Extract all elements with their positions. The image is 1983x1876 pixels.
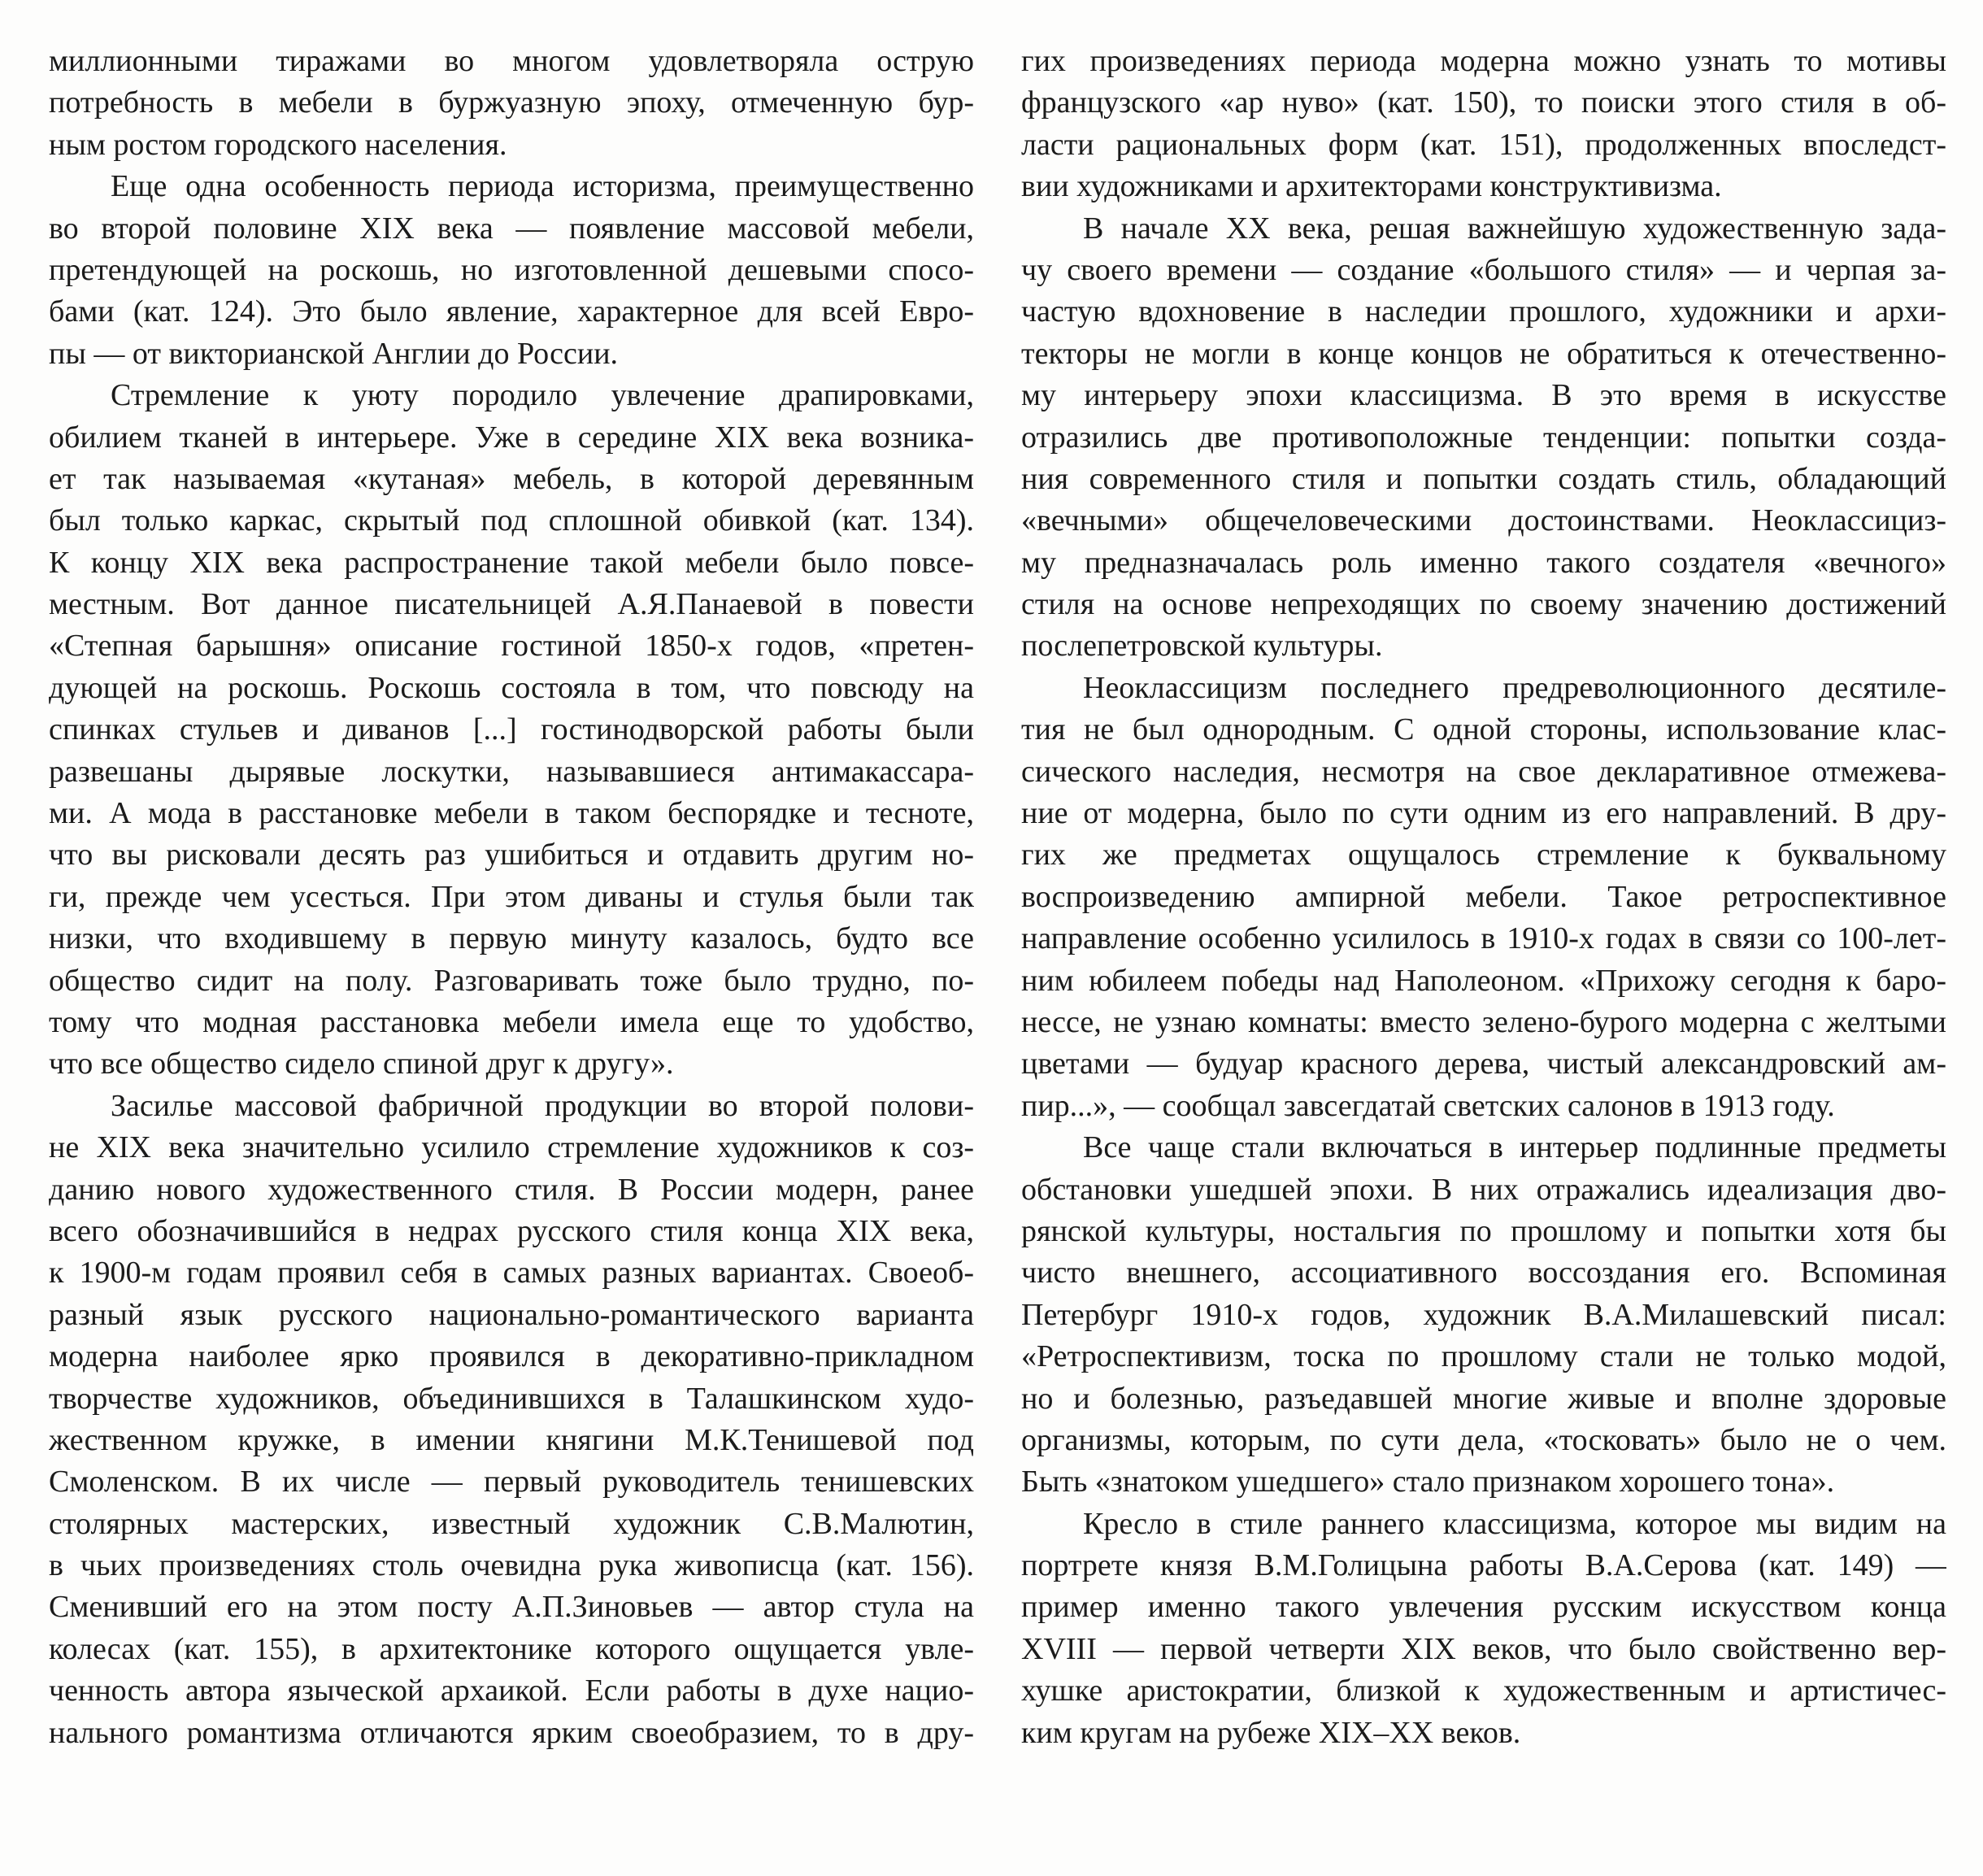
text-line: бами (кат. 124). Это было явление, характерное для всей Евро- (49, 294, 974, 329)
text-line: низки, что входившему в первую минуту казалось, будто все (49, 921, 974, 956)
text-line: миллионными тиражами во многом удовлетворяла острую (49, 44, 974, 78)
text-line: «Степная барышня» описание гостиной 1850-х годов, «претен- (49, 629, 974, 664)
text-line: Все чаще стали включаться в интерьер подлинные предметы (1083, 1130, 1946, 1165)
text-line: Еще одна особенность периода историзма, преимущественно (111, 169, 974, 204)
text-line: данию нового художественного стиля. В России модерн, ранее (49, 1172, 974, 1207)
text-line: Неоклассицизм последнего предреволюционного десятиле- (1083, 670, 1946, 705)
text-line: частую вдохновение в наследии прошлого, художники и архи- (1021, 294, 1946, 329)
text-line: «вечными» общечеловеческими достоинствами. Неоклассициз- (1021, 503, 1946, 538)
text-line: ния современного стиля и попытки создать стиль, обладающий (1021, 461, 1946, 496)
text-line: пример именно такого увлечения русским искусством конца (1021, 1590, 1946, 1625)
text-line: ким кругам на рубеже XIX–XX веков. (1021, 1715, 1521, 1750)
text-line: послепетровской культуры. (1021, 629, 1383, 664)
text-line: развешаны дырявые лоскутки, называвшиеся антимакассара- (49, 754, 974, 789)
text-line: воспроизведению ампирной мебели. Такое ретроспективное (1021, 879, 1946, 914)
text-line: ним юбилеем победы над Наполеоном. «Прихожу сегодня к баро- (1021, 963, 1946, 998)
text-line: гих произведениях периода модерна можно узнать то мотивы (1021, 44, 1946, 78)
text-line: Кресло в стиле раннего классицизма, которое мы видим на (1083, 1506, 1946, 1541)
text-line: всего обозначившийся в недрах русского стиля конца XIX века, (49, 1213, 974, 1248)
text-line: дующей на роскошь. Роскошь состояла в том, что повсюду на (49, 670, 974, 705)
text-line: но и болезнью, разъедавшей многие живые и вполне здоровые (1021, 1381, 1946, 1416)
text-line: текторы не могли в конце концов не обратиться к отечественно- (1021, 336, 1946, 371)
text-line: ласти рациональных форм (кат. 151), продолженных впоследст- (1021, 127, 1946, 162)
text-line: местным. Вот данное писательницей А.Я.Панаевой в повести (49, 587, 974, 622)
text-line: гих же предметах ощущалось стремление к буквальному (1021, 838, 1946, 873)
right-text-column (1021, 41, 1946, 1754)
text-line: что все общество сидело спиной друг к другу». (49, 1047, 674, 1082)
text-line: ет так называемая «кутаная» мебель, в которой деревянным (49, 461, 974, 496)
text-line: отразились две противоположные тенденции: попытки созда- (1021, 420, 1946, 455)
text-line: чисто внешнего, ассоциативного воссоздания его. Вспоминая (1021, 1256, 1946, 1291)
text-line: не XIX века значительно усилило стремление художников к соз- (49, 1130, 974, 1165)
text-line: Петербург 1910-х годов, художник В.А.Милашевский писал: (1021, 1297, 1946, 1332)
text-line: нессе, не узнаю комнаты: вместо зелено-бурого модерна с желтыми (1021, 1004, 1946, 1039)
text-line: что вы рисковали десять раз ушибиться и отдавить другим но- (49, 838, 974, 873)
text-line: К концу XIX века распространение такой мебели было повсе- (49, 545, 974, 580)
text-line: был только каркас, скрытый под сплошной обивкой (кат. 134). (49, 503, 974, 538)
text-line: во второй половине XIX века — появление массовой мебели, (49, 211, 974, 246)
text-line: пы — от викторианской Англии до России. (49, 336, 619, 371)
text-line: му интерьеру эпохи классицизма. В это время в искусстве (1021, 378, 1946, 413)
text-line: жественном кружке, в имении княгини М.К.Тенишевой под (49, 1422, 974, 1457)
text-line: разный язык русского национально-романтического варианта (49, 1297, 974, 1332)
text-line: потребность в мебели в буржуазную эпоху, отмеченную бур- (49, 85, 974, 120)
text-line: XVIII — первой четверти XIX веков, что было свойственно вер- (1021, 1631, 1946, 1666)
text-line: Сменивший его на этом посту А.П.Зиновьев — автор стула на (49, 1590, 974, 1625)
text-line: цветами — будуар красного дерева, чистый александровский ам- (1021, 1047, 1946, 1082)
text-line: пир...», — сообщал завсегдатай светских салонов в 1913 году. (1021, 1088, 1835, 1123)
text-line: претендующей на роскошь, но изготовленной дешевыми спосо- (49, 252, 974, 287)
text-line: сического наследия, несмотря на свое декларативное отмежева- (1021, 754, 1946, 789)
text-line: обилием тканей в интерьере. Уже в середине XIX века возника- (49, 420, 974, 455)
text-line: французского «ар нуво» (кат. 150), то поиски этого стиля в об- (1021, 85, 1946, 120)
text-line: стиля на основе непреходящих по своему значению достижений (1021, 587, 1946, 622)
text-line: му предназначалась роль именно такого создателя «вечного» (1021, 545, 1946, 580)
text-line: «Ретроспективизм, тоска по прошлому стали не только модой, (1021, 1339, 1946, 1374)
text-line: направление особенно усилилось в 1910-х годах в связи со 100-лет- (1021, 921, 1946, 956)
text-line: творчестве художников, объединившихся в Талашкинском худо- (49, 1381, 974, 1416)
text-line: тому что модная расстановка мебели имела еще то удобство, (49, 1004, 974, 1039)
text-line: ми. А мода в расстановке мебели в таком беспорядке и тесноте, (49, 796, 974, 831)
text-line: обстановки ушедшей эпохи. В них отражались идеализация дво- (1021, 1172, 1946, 1207)
text-line: ным ростом городского населения. (49, 127, 507, 162)
text-line: колесах (кат. 155), в архитектонике которого ощущается увле- (49, 1631, 974, 1666)
text-line: Засилье массовой фабричной продукции во второй полови- (111, 1088, 974, 1123)
text-line: портрете князя В.М.Голицына работы В.А.Серова (кат. 149) — (1021, 1548, 1946, 1583)
text-line: столярных мастерских, известный художник С.В.Малютин, (49, 1506, 974, 1541)
text-line: хушке аристократии, близкой к художественным и артистичес- (1021, 1674, 1946, 1708)
text-line: в чьих произведениях столь очевидна рука живописца (кат. 156). (49, 1548, 974, 1583)
text-line: нального романтизма отличаются ярким своеобразием, то в дру- (49, 1715, 974, 1750)
text-line: чу своего времени — создание «большого стиля» — и черпая за- (1021, 252, 1946, 287)
left-text-column (49, 41, 974, 1754)
text-line: организмы, которым, по сути дела, «тосковать» было не о чем. (1021, 1422, 1946, 1457)
text-line: общество сидит на полу. Разговаривать тоже было трудно, по- (49, 963, 974, 998)
text-line: рянской культуры, ностальгия по прошлому и попытки хотя бы (1021, 1213, 1946, 1248)
text-line: В начале XX века, решая важнейшую художественную зада- (1083, 211, 1946, 246)
text-line: ченность автора языческой архаикой. Если работы в духе нацио- (49, 1674, 974, 1708)
text-line: вии художниками и архитекторами конструктивизма. (1021, 169, 1722, 204)
text-line: Быть «знатоком ушедшего» стало признаком хорошего тона». (1021, 1465, 1835, 1499)
text-line: тия не был однородным. С одной стороны, использование клас- (1021, 712, 1946, 747)
text-line: ние от модерна, было по сути одним из его направлений. В дру- (1021, 796, 1946, 831)
text-line: ги, прежде чем усесться. При этом диваны и стулья были так (49, 879, 974, 914)
text-line: Стремление к уюту породило увлечение драпировками, (111, 378, 974, 413)
text-line: Смоленском. В их числе — первый руководитель тенишевских (49, 1465, 974, 1499)
text-line: спинках стульев и диванов [...] гостинодворской работы были (49, 712, 974, 747)
text-line: к 1900-м годам проявил себя в самых разных вариантах. Своеоб- (49, 1256, 974, 1291)
text-line: модерна наиболее ярко проявился в декоративно-прикладном (49, 1339, 974, 1374)
